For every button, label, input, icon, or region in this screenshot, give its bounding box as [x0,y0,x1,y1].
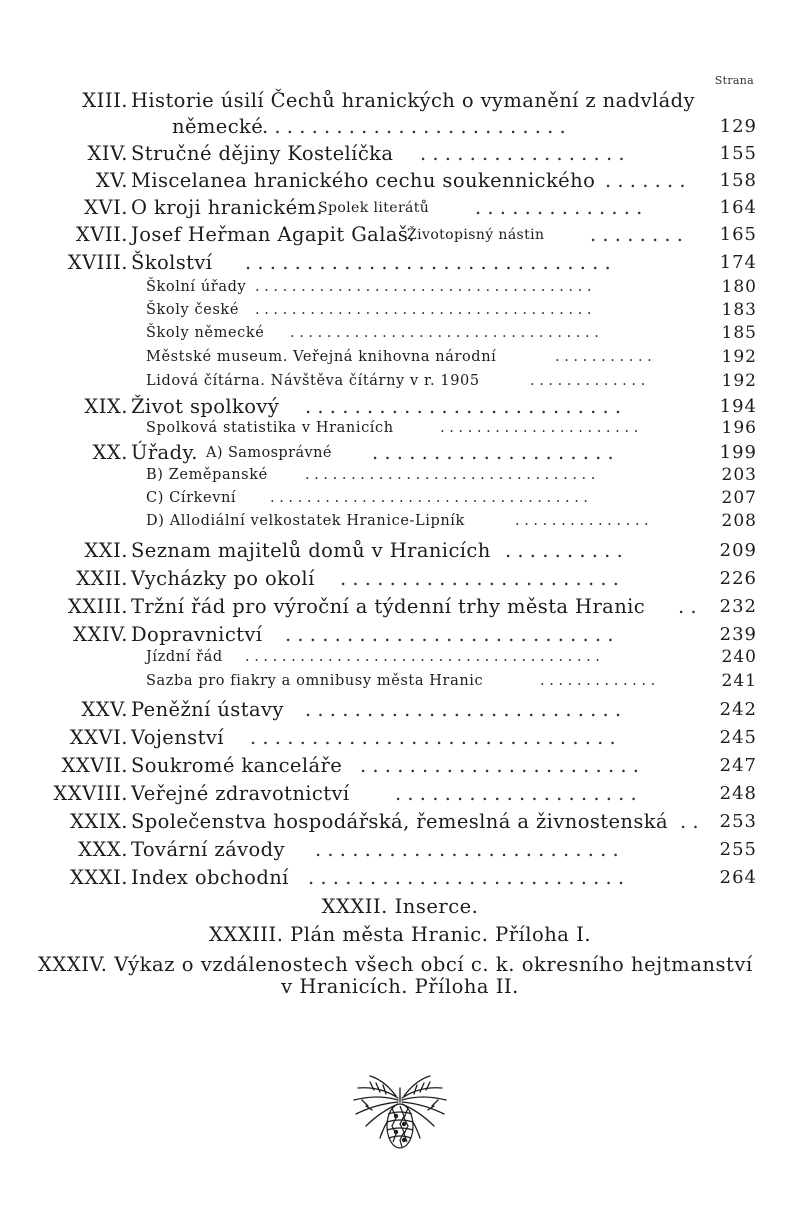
chapter-title: Stručné dějiny Kostelíčka [131,142,394,165]
toc-entry [0,865,800,891]
chapter-number: XVIII. [67,251,128,274]
page-number: 164 [719,197,757,218]
toc-entry [0,753,800,779]
leader-dots: . . . . . . . . . . . . . . . . . . . . . . [440,420,639,436]
subentry-title: D) Allodiální velkostatek Hranice-Lipník [146,513,465,529]
subentry-title: Spolková statistika v Hranicích [146,420,394,436]
chapter-title: Vojenství [131,726,224,749]
leader-dots: . . . . . . . . . . . . . . . . . . . . . . . [340,567,619,590]
leader-dots: . . . . . . . . . . . . . . . . . . . . . . . . . . . . . . . . . . . [270,490,589,506]
toc-entry-inserce: XXXII. Inserce. [321,895,479,918]
chapter-number: XV. [95,169,128,192]
chapter-title: Vycházky po okolí [131,567,315,590]
page-number: 209 [719,540,757,561]
leader-dots: . . . . . . . . . . . . . . . . . . . . . . . . . . [308,866,625,889]
chapter-note: Spolek literátů [318,200,430,216]
toc-entry [0,195,800,221]
chapter-number: XXVII. [61,754,128,777]
toc-entry [0,440,800,466]
chapter-title: Josef Heřman Agapit Galaš. [131,223,415,246]
chapter-number: XIII. [82,89,128,112]
subentry-title: Lidová čítárna. Návštěva čítárny v r. 1905 [146,373,480,389]
leader-dots: . . . . . . . . . . . . . . [475,196,643,219]
chapter-number: XXVI. [69,726,128,749]
chapter-note: Životopisný nástin [407,227,545,243]
subentry-title: Školy české [146,302,239,318]
toc-entry [0,168,800,194]
chapter-title: Úřady. [131,441,198,464]
chapter-number: XIX. [84,395,128,418]
page-number: 245 [719,727,757,748]
leader-dots: . . . . . . . . . . . . . . . [515,513,649,529]
chapter-number: XXVIII. [53,782,128,805]
page-number: 248 [719,783,757,804]
page-number: 242 [719,699,757,720]
leader-dots: . . . . . . . [605,169,686,192]
chapter-title: Život spolkový [131,395,280,418]
leader-dots: . . . . . . . . . . . . . . . . . . . . . . . . . . . . . . . . . . [290,325,599,341]
chapter-title: Peněžní ústavy [131,698,284,721]
chapter-title: Historie úsilí Čechů hranických o vymanění z nadvlády [131,89,695,112]
chapter-number: XX. [92,441,128,464]
toc-entry [0,88,800,114]
leader-dots: . . . . . . . . . . . . . . . . . . . . . . . . . . . . . . . . [305,467,596,483]
toc-subentry [0,346,800,368]
leader-dots: . . . . . . . . . . . . . [540,673,656,689]
page-number: 196 [721,418,757,438]
chapter-number: XXIII. [67,595,128,618]
leader-dots: . . . . . . . . . . . . . . . . . [420,142,625,165]
subentry-title: Sazba pro fiakry a omnibusy města Hranic [146,673,484,689]
page-number: 155 [719,143,757,164]
page-number: 194 [719,396,757,417]
leader-dots: . . [678,595,697,618]
page-number: 203 [721,465,757,485]
leader-dots: . . . . . . . . . . . . . . . . . . . . . . . . . [262,115,566,138]
chapter-title: Školství [131,251,213,274]
chapter-title: Společenstva hospodářská, řemeslná a živnostenská [131,810,669,833]
leader-dots: . . . . . . . . . . . . . . . . . . . . [395,782,637,805]
chapter-number: XXX. [78,838,128,861]
page-number: 129 [719,116,757,137]
toc-subentry [0,299,800,321]
chapter-title: Soukromé kanceláře [131,754,343,777]
page-number: 183 [721,300,757,320]
page-number: 239 [719,624,757,645]
subentry-title: Školní úřady [146,279,247,295]
chapter-number: XXXI. [69,866,128,889]
toc-subentry [0,322,800,344]
toc-entry-vykaz-continuation: v Hranicích. Příloha II. [281,975,519,998]
leader-dots: . . . . . . . . . . . . . . . . . . . . . . . . . . [305,395,622,418]
leader-dots: . . . . . . . . . . . . . [530,373,646,389]
page-number: 174 [719,252,757,273]
chapter-title: Dopravnictví [131,623,263,646]
page-number: 199 [719,442,757,463]
chapter-number: XXV. [81,698,128,721]
chapter-title: Veřejné zdravotnictví [131,782,350,805]
page-number: 241 [721,671,757,691]
page-column-header: Strana [714,74,754,87]
page-number: 253 [719,811,757,832]
subentry-title: B) Zeměpanské [146,467,268,483]
chapter-title: Tržní řád pro výroční a týdenní trhy města Hranic [131,595,646,618]
leader-dots: . . . . . . . . . . . . . . . . . . . . . . . . . . . . . . . . . . . . . [255,279,592,295]
subentry-title: Městské museum. Veřejná knihovna národní [146,349,497,365]
toc-entry-plan: XXXIII. Plán města Hranic. Příloha I. [208,923,592,946]
toc-entry [0,566,800,592]
chapter-note: A) Samosprávné [206,445,332,461]
subentry-title: C) Církevní [146,490,237,506]
toc-entry-vykaz: XXXIV. Výkaz o vzdálenostech všech obcí c. k. okresního hejtmanství [38,953,753,976]
leader-dots: . . . . . . . . . . . . . . . . . . . . . . . . . . . . . . . . . . . . . [255,302,592,318]
toc-subentry [0,370,800,392]
toc-entry [0,250,800,276]
leader-dots: . . . . . . . . . . [505,539,623,562]
page-number: 185 [721,323,757,343]
toc-entry [0,697,800,723]
toc-subentry [0,464,800,486]
toc-entry [0,538,800,564]
chapter-number: XXIX. [69,810,128,833]
chapter-title: O kroji hranickém. [131,196,324,219]
toc-entry [0,622,800,648]
toc-entry [0,141,800,167]
chapter-number: XXI. [84,539,128,562]
toc-entry [0,781,800,807]
page-number: 240 [721,647,757,667]
page-number: 226 [719,568,757,589]
page-number: 208 [721,511,757,531]
subentry-title: Školy německé [146,325,265,341]
page-number: 232 [719,596,757,617]
chapter-number: XXIV. [73,623,128,646]
leader-dots: . . . . . . . . . . . . . . . . . . . . . . . . . . . . . . [250,726,616,749]
chapter-title: Tovární závody [131,838,285,861]
chapter-number: XVII. [75,223,128,246]
page-number: 192 [721,371,757,391]
toc-subentry [0,670,800,692]
toc-entry [0,809,800,835]
chapter-title-continuation: německé [172,115,264,138]
toc-subentry [0,510,800,532]
leader-dots: . . [680,810,699,833]
chapter-title: Miscelanea hranického cechu soukennického [131,169,596,192]
toc-subentry [0,276,800,298]
chapter-title: Index obchodní [131,866,289,889]
leader-dots: . . . . . . . . . . . . . . . . . . . . . . . . . . . [285,623,614,646]
toc-subentry [0,646,800,668]
leader-dots: . . . . . . . . . . . . . . . . . . . . . . . . . . . . . . . . . . . . . . . [245,649,600,665]
chapter-number: XVI. [84,196,128,219]
page-number: 247 [719,755,757,776]
toc-entry [0,222,800,248]
page-number: 192 [721,347,757,367]
pine-cone-vignette-icon [340,1068,460,1158]
page-number: 158 [719,170,757,191]
toc-entry [0,594,800,620]
leader-dots: . . . . . . . . . . . [555,349,652,365]
chapter-title: Seznam majitelů domů v Hranicích [131,539,491,562]
page-number: 255 [719,839,757,860]
toc-entry [0,725,800,751]
leader-dots: . . . . . . . . [590,223,683,246]
leader-dots: . . . . . . . . . . . . . . . . . . . . [372,441,614,464]
toc-subentry [0,417,800,439]
toc-entry-continuation [0,114,800,140]
chapter-number: XIV. [87,142,128,165]
subentry-title: Jízdní řád [146,649,223,665]
leader-dots: . . . . . . . . . . . . . . . . . . . . . . . . . . . . . . [245,251,611,274]
leader-dots: . . . . . . . . . . . . . . . . . . . . . . . . . [315,838,619,861]
toc-subentry [0,487,800,509]
leader-dots: . . . . . . . . . . . . . . . . . . . . . . . . . . [305,698,622,721]
chapter-number: XXII. [76,567,128,590]
leader-dots: . . . . . . . . . . . . . . . . . . . . . . . [360,754,639,777]
page-number: 264 [719,867,757,888]
page-number: 180 [721,277,757,297]
page-number: 207 [721,488,757,508]
page-number: 165 [719,224,757,245]
toc-entry [0,837,800,863]
